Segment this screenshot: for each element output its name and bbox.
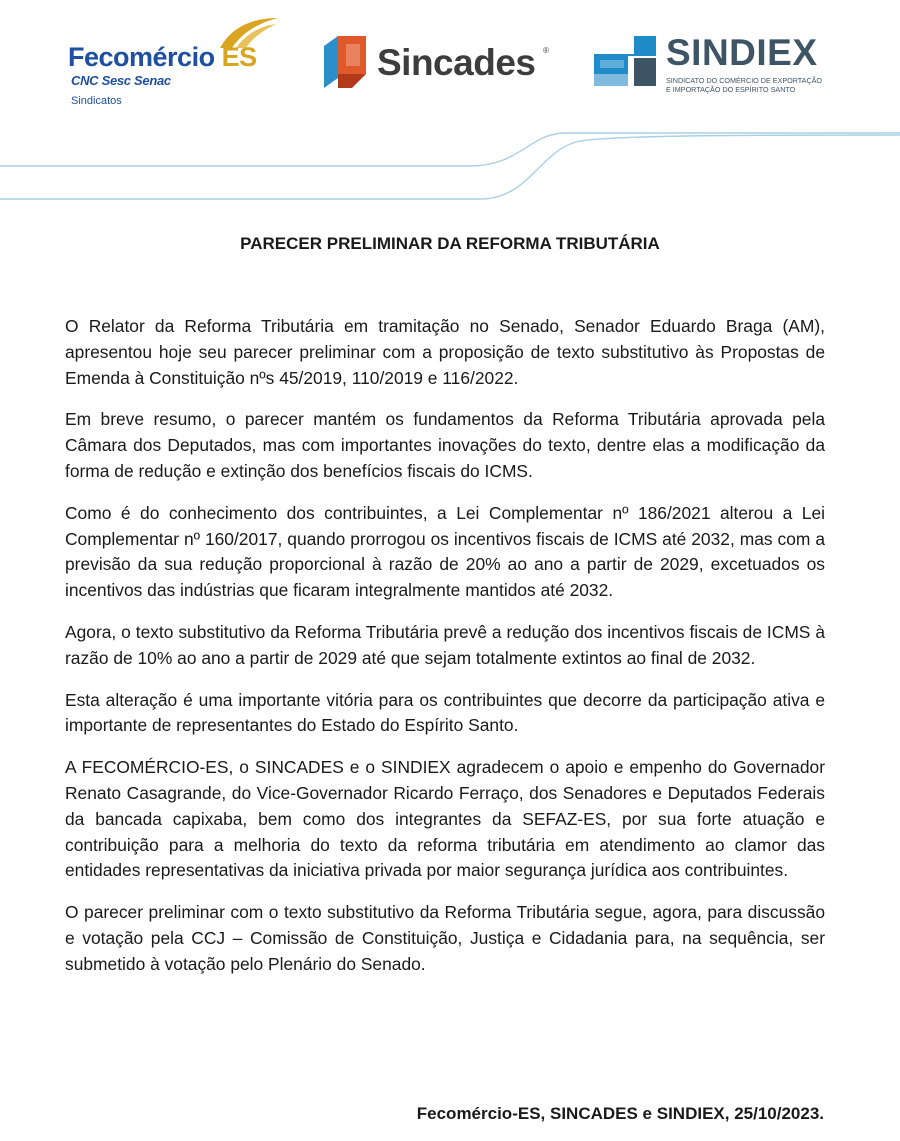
fecomercio-name: Fecomércio	[68, 42, 215, 72]
paragraph: A FECOMÉRCIO-ES, o SINCADES e o SINDIEX agradecem o apoio e empenho do Governador Renato Casagrande, do Vice-Governador Ricardo Ferraço, dos Senadores e Deputados Federais da bancada capixaba, bem como dos integrantes da SEFAZ-ES, por sua forte atuação e contribuição para a melhoria do texto da reforma tributária em atendimento ao clamor das entidades representativas da iniciativa privada por maior segurança jurídica aos contribuintes.	[65, 757, 825, 881]
sincades-wordmark: Sincades	[377, 42, 536, 83]
sindiex-subtitle-line1: SINDICATO DO COMÉRCIO DE EXPORTAÇÃO	[666, 76, 823, 85]
paragraph: O parecer preliminar com o texto substitutivo da Reforma Tributária segue, agora, para discussão e votação pela CCJ – Comissão de Constituição, Justiça e Cidadania para, na sequência, ser submetido à votação pelo Plenário do Senado.	[65, 902, 825, 974]
fecomercio-subbrands: CNC Sesc Senac	[71, 73, 171, 88]
paragraph: Agora, o texto substitutivo da Reforma Tributária prevê a redução dos incentivos fiscais de ICMS à razão de 10% ao ano a partir de 2029 até que sejam totalmente extintos ao final de 2032.	[65, 621, 825, 668]
signature-line: Fecomércio-ES, SINCADES e SINDIEX, 25/10/2023.	[416, 1104, 824, 1123]
paragraph: O Relator da Reforma Tributária em tramitação no Senado, Senador Eduardo Braga (AM), apresentou hoje seu parecer preliminar com a proposição de texto substitutivo às Propostas de Emenda à Constituição nºs 45/2019, 110/2019 e 116/2022.	[65, 316, 825, 388]
fecomercio-caption: Sindicatos	[71, 95, 122, 107]
document-title: PARECER PRELIMINAR DA REFORMA TRIBUTÁRIA	[240, 234, 660, 253]
paragraph: Como é do conhecimento dos contribuintes, a Lei Complementar nº 186/2021 alterou a Lei Complementar nº 160/2017, quando prorrogou os incentivos fiscais de ICMS até 2032, mas com a previsão da sua redução proporcional à razão de 20% ao ano a partir de 2029, excetuados os incentivos das indústrias que ficaram integralmente mantidos até 2032.	[65, 502, 825, 601]
sindiex-subtitle-line2: E IMPORTAÇÃO DO ESPÍRITO SANTO	[666, 85, 796, 94]
sincades-emblem-icon	[322, 32, 368, 92]
fecomercio-suffix: ES	[221, 42, 257, 72]
sindiex-subtitle	[666, 76, 822, 94]
paragraph: Em breve resumo, o parecer mantém os fundamentos da Reforma Tributária aprovada pela Câmara dos Deputados, mas com importantes inovações do texto, dentre elas a modificação da forma de redução e extinção dos benefícios fiscais do ICMS.	[65, 409, 825, 481]
registered-mark: ®	[543, 46, 549, 55]
fecomercio-logo	[68, 16, 283, 116]
sincades-logo	[322, 32, 562, 96]
header-decorative-lines	[0, 125, 900, 205]
sindiex-logo	[594, 30, 834, 100]
sindiex-wordmark: SINDIEX	[666, 32, 818, 73]
document-body	[65, 314, 825, 994]
letterhead	[0, 0, 900, 210]
fecomercio-wordmark	[68, 42, 257, 73]
sindiex-emblem-icon	[594, 36, 658, 86]
paragraph: Esta alteração é uma importante vitória para os contribuintes que decorre da participação ativa e importante de representantes do Estado do Espírito Santo.	[65, 689, 825, 736]
